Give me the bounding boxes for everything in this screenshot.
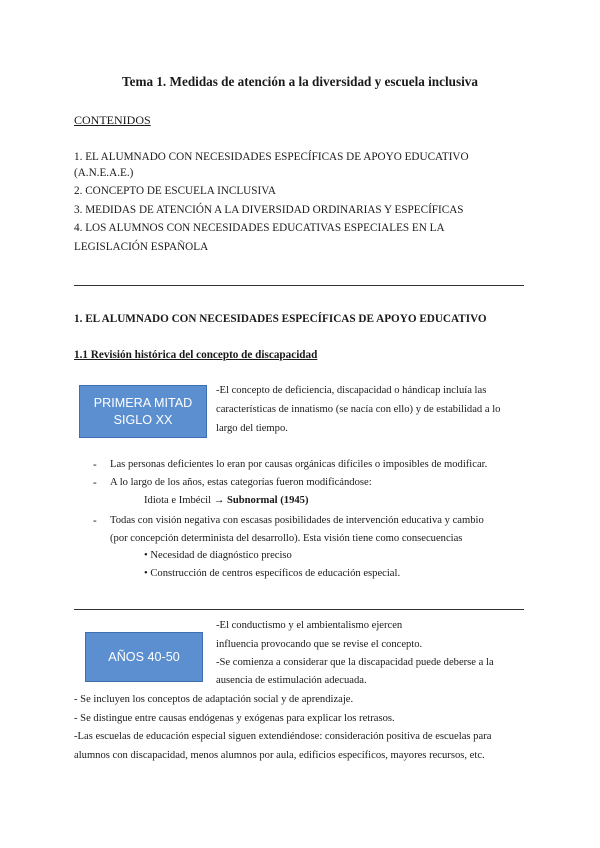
- category-prefix: Idiota e Imbécil →: [144, 495, 227, 506]
- body-line: - Se incluyen los conceptos de adaptación social y de aprendizaje.: [74, 694, 354, 705]
- contents-line: 1. EL ALUMNADO CON NECESIDADES ESPECÍFICAS DE APOYO EDUCATIVO: [74, 151, 469, 163]
- contents-line: 3. MEDIDAS DE ATENCIÓN A LA DIVERSIDAD ORDINARIAS Y ESPECÍFICAS: [74, 204, 464, 216]
- contents-line: 2. CONCEPTO DE ESCUELA INCLUSIVA: [74, 185, 276, 197]
- divider: [74, 609, 524, 610]
- divider: [74, 285, 524, 286]
- period-box-primera-mitad: [79, 385, 207, 438]
- bullet-dash: -: [93, 459, 97, 471]
- period-box-line: SIGLO XX: [113, 412, 173, 427]
- contents-line: (A.N.E.A.E.): [74, 167, 134, 179]
- contents-heading: CONTENIDOS: [74, 113, 151, 127]
- consequence-item: • Necesidad de diagnóstico preciso: [144, 550, 292, 561]
- bullet-dash: -: [93, 515, 97, 527]
- section-heading: 1. EL ALUMNADO CON NECESIDADES ESPECÍFICAS DE APOYO EDUCATIVO: [74, 313, 487, 325]
- body-line: alumnos con discapacidad, menos alumnos por aula, edificios específicos, mayores recursos, etc.: [74, 750, 485, 761]
- side-text-line: largo del tiempo.: [216, 423, 288, 434]
- consequence-item: • Construcción de centros específicos de educación especial.: [144, 568, 401, 579]
- bullet-item: Todas con visión negativa con escasas posibilidades de intervención educativa y cambio: [110, 515, 484, 526]
- body-line: - Se distingue entre causas endógenas y exógenas para explicar los retrasos.: [74, 713, 395, 724]
- side-text-line: características de innatismo (se nacía con ello) y de estabilidad a lo: [216, 404, 501, 415]
- contents-line: LEGISLACIÓN ESPAÑOLA: [74, 241, 209, 253]
- bullet-item: A lo largo de los años, estas categorías fueron modificándose:: [110, 477, 372, 488]
- category-bold: Subnormal (1945): [226, 495, 309, 506]
- bullet-dash: -: [93, 477, 97, 489]
- document-title: Tema 1. Medidas de atención a la diversidad y escuela inclusiva: [122, 74, 478, 89]
- subsection-heading: 1.1 Revisión histórica del concepto de discapacidad: [74, 349, 318, 361]
- period-box-line: PRIMERA MITAD: [93, 395, 193, 410]
- side-text-line: ausencia de estimulación adecuada.: [216, 675, 367, 686]
- period-box-anos-40-50: [85, 632, 203, 682]
- side-text-line: -Se comienza a considerar que la discapacidad puede deberse a la: [216, 657, 494, 668]
- side-text-line: influencia provocando que se revise el concepto.: [216, 639, 423, 650]
- bullet-item: Las personas deficientes lo eran por causas orgánicas difíciles o imposibles de modificar.: [110, 459, 488, 470]
- body-line: -Las escuelas de educación especial siguen extendiéndose: consideración positiva de escuelas para: [74, 731, 492, 742]
- contents-line: 4. LOS ALUMNOS CON NECESIDADES EDUCATIVAS ESPECIALES EN LA: [74, 222, 445, 234]
- side-text-line: -El conductismo y el ambientalismo ejercen: [216, 620, 403, 631]
- side-text-line: -El concepto de deficiencia, discapacidad o hándicap incluía las: [216, 385, 487, 396]
- period-box-line: AÑOS 40-50: [108, 649, 180, 664]
- category-change: [144, 495, 309, 506]
- bullet-item-continued: (por concepción determinista del desarrollo). Esta visión tiene como consecuencias: [110, 533, 463, 544]
